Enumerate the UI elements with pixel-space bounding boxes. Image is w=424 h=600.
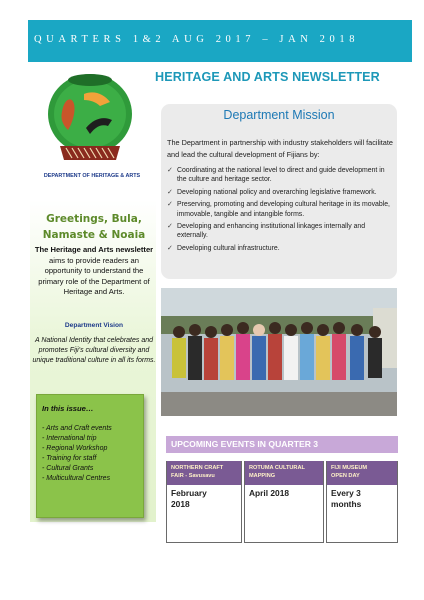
list-item: - Multicultural Centres	[42, 475, 111, 482]
mission-item-text: Developing cultural infrastructure.	[177, 244, 280, 252]
newsletter-title: HERITAGE AND ARTS NEWSLETTER	[155, 70, 380, 84]
event-date-line: April 2018	[249, 488, 290, 498]
list-item	[167, 188, 393, 197]
issue-title: In this issue…	[42, 404, 94, 413]
intro-paragraph	[32, 245, 156, 298]
issue-list	[42, 424, 142, 484]
event-name	[249, 464, 305, 480]
intro-bold: The Heritage and Arts newsletter	[34, 245, 154, 254]
event-date	[331, 488, 361, 510]
event-card	[326, 461, 398, 543]
list-item: - Training for staff	[42, 455, 97, 462]
event-date	[249, 488, 289, 499]
event-name-line: NORTHERN CRAFT	[171, 465, 224, 471]
event-name	[331, 464, 367, 480]
event-name	[171, 464, 223, 480]
list-item: - Arts and Craft events	[42, 425, 112, 432]
event-name-line: FAIR - Savusavu	[171, 473, 215, 479]
check-icon: ✓	[167, 201, 173, 209]
event-name-line: FIJI MUSEUM	[331, 465, 368, 471]
heritage-pot-logo	[38, 68, 142, 172]
mission-item-text: Developing and enhancing institutional linkages internally and externally.	[177, 223, 366, 240]
list-item: - Cultural Grants	[42, 465, 94, 472]
list-item	[167, 200, 393, 219]
event-date-line: February	[171, 488, 207, 498]
check-icon: ✓	[167, 188, 173, 196]
event-date-line: 2018	[171, 499, 190, 509]
event-date-line: Every 3	[331, 488, 361, 498]
intro-rest: aims to provide readers an opportunity to understand the primary role of the Department of Heritage and Arts.	[38, 255, 150, 297]
vision-title: Department Vision	[64, 322, 124, 329]
mission-item-text: Coordinating at the national level to direct and guide development in the culture and heritage sector.	[177, 167, 385, 184]
mission-title: Department Mission	[223, 108, 335, 122]
banner-text: QUARTERS 1&2 AUG 2017 – JAN 2018	[34, 34, 360, 45]
event-date-line: months	[331, 499, 362, 509]
list-item	[167, 244, 393, 253]
event-card-header	[167, 461, 241, 485]
event-card	[166, 461, 242, 543]
event-name-line: OPEN DAY	[331, 473, 360, 479]
list-item: - International trip	[42, 435, 97, 442]
list-item	[167, 166, 393, 185]
mission-item-text: Preserving, promoting and developing cultural heritage in its movable, immovable, tangible and intangible forms.	[177, 201, 390, 218]
list-item: - Regional Workshop	[42, 445, 108, 452]
event-name-line: ROTUMA CULTURAL	[249, 465, 305, 471]
event-card-header	[245, 461, 323, 485]
events-title: UPCOMING EVENTS IN QUARTER 3	[171, 439, 319, 449]
greeting-heading: Greetings, Bula, Namaste & Noaia	[42, 213, 146, 241]
mission-item-text: Developing national policy and overarching legislative framework.	[177, 188, 377, 196]
event-date	[171, 488, 207, 510]
check-icon: ✓	[167, 167, 173, 174]
list-item	[167, 222, 393, 241]
mission-intro: The Department in partnership with industry stakeholders will facilitate and lead the cultural development of Fijians by:	[167, 138, 393, 159]
event-card	[244, 461, 324, 543]
mission-list	[167, 166, 393, 256]
group-photo	[161, 288, 397, 416]
check-icon: ✓	[167, 223, 173, 231]
department-caption: DEPARTMENT OF HERITAGE & ARTS	[43, 173, 141, 179]
check-icon: ✓	[167, 244, 173, 252]
vision-body: A National Identity that celebrates and promotes Fiji's cultural diversity and unique traditional culture in all its forms.	[32, 337, 156, 365]
event-card-header	[327, 461, 397, 485]
event-name-line: MAPPING	[249, 473, 276, 479]
